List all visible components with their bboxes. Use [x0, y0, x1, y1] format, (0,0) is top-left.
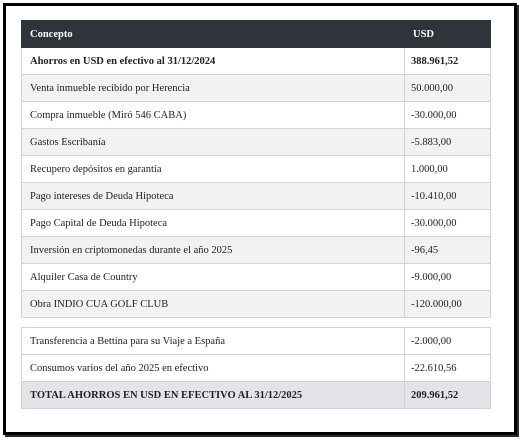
table-row — [22, 48, 491, 75]
row-concept: Venta inmueble recibido por Herencia — [22, 75, 405, 102]
row-concept: Obra INDIO CUA GOLF CLUB — [22, 291, 405, 318]
row-value: -5.883,00 — [405, 129, 491, 156]
table-row — [22, 355, 491, 382]
table-row — [22, 237, 491, 264]
row-concept: Ahorros en USD en efectivo al 31/12/2024 — [22, 48, 405, 75]
header-concept: Concepto — [22, 21, 405, 48]
row-value: 388.961,52 — [405, 48, 491, 75]
row-concept: Inversión en criptomonedas durante el año 2025 — [22, 237, 405, 264]
row-value: -10.410,00 — [405, 183, 491, 210]
row-value: 50.000,00 — [405, 75, 491, 102]
row-value: -30.000,00 — [405, 210, 491, 237]
total-row — [22, 382, 491, 409]
table-row — [22, 75, 491, 102]
row-concept: Recupero depósitos en garantía — [22, 156, 405, 183]
row-concept: Gastos Escribanía — [22, 129, 405, 156]
total-value: 209.961,52 — [405, 382, 491, 409]
row-value: -22.610,56 — [405, 355, 491, 382]
table-row — [22, 264, 491, 291]
table-row — [22, 156, 491, 183]
row-value: 1.000,00 — [405, 156, 491, 183]
savings-table — [21, 20, 491, 318]
row-value: -96,45 — [405, 237, 491, 264]
row-value: -9.000,00 — [405, 264, 491, 291]
table-row — [22, 183, 491, 210]
row-value: -30.000,00 — [405, 102, 491, 129]
row-value: -2.000,00 — [405, 328, 491, 355]
table-row — [22, 102, 491, 129]
table-row — [22, 210, 491, 237]
total-concept: TOTAL AHORROS EN USD EN EFECTIVO AL 31/12/2025 — [22, 382, 405, 409]
row-concept: Alquiler Casa de Country — [22, 264, 405, 291]
table-row — [22, 129, 491, 156]
row-concept: Compra inmueble (Miró 546 CABA) — [22, 102, 405, 129]
header-usd: USD — [405, 21, 491, 48]
row-concept: Consumos varios del año 2025 en efectivo — [22, 355, 405, 382]
table-row — [22, 328, 491, 355]
row-value: -120.000,00 — [405, 291, 491, 318]
table-row — [22, 291, 491, 318]
row-concept: Transferencia a Bettina para su Viaje a España — [22, 328, 405, 355]
savings-table-continued — [21, 327, 491, 409]
row-concept: Pago Capital de Deuda Hipoteca — [22, 210, 405, 237]
row-concept: Pago intereses de Deuda Hipoteca — [22, 183, 405, 210]
header-row — [22, 21, 491, 48]
